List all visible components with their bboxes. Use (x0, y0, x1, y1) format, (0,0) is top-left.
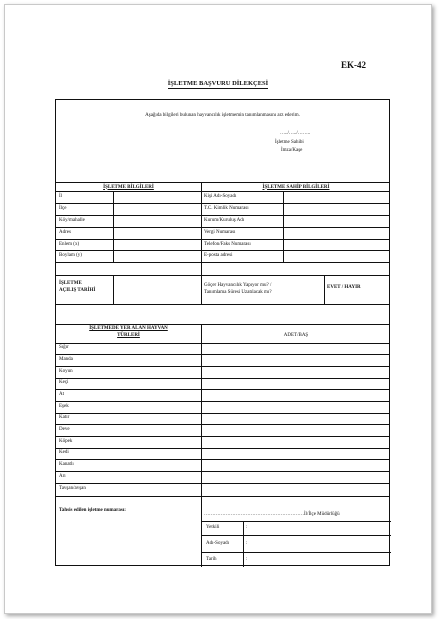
animal-type-sheep: Koyun (59, 369, 73, 374)
animal-type-rabbit: Tavşan/avşan (59, 486, 86, 491)
column-divider (201, 275, 202, 304)
separator (56, 304, 389, 305)
animal-type-donkey: Eşek (59, 404, 69, 409)
field-label-phone: Telefon/Faks Numarası (204, 242, 251, 247)
officer-colon: : (246, 525, 248, 530)
field-label-village: Köy/mahalle (59, 218, 85, 223)
table-row-line (56, 389, 389, 390)
column-divider (113, 191, 114, 263)
document-page (4, 4, 432, 614)
table-row-line (201, 552, 391, 553)
table-row-line (56, 378, 389, 379)
directorate-line: ……………………………………………………İl/İlçe Müdürlüğü (204, 512, 340, 517)
intro-text: Aşağıda bilgileri bulunan hayvancılık işletmemin tanımlanmasını arz ederim. (145, 113, 300, 118)
animal-type-cattle: Sığır (59, 345, 69, 350)
signature-label: İmza/Kaşe (281, 148, 303, 153)
table-row-line (56, 239, 389, 240)
separator (56, 191, 389, 192)
table-row-line (56, 203, 389, 204)
field-label-email: E-posta adresi (204, 253, 233, 258)
animal-type-camel: Deve (59, 427, 70, 432)
field-label-person-name: Kişi Adı-Soyadı (204, 194, 237, 199)
business-info-header: İŞLETME BİLGİLERİ (103, 184, 154, 190)
separator (56, 182, 389, 183)
table-row-line (56, 448, 389, 449)
form-code: EK-42 (341, 60, 367, 70)
table-row-line (56, 413, 389, 414)
field-label-latitude: Enlem (x) (59, 242, 80, 247)
application-form (55, 99, 390, 566)
table-row-line (56, 250, 389, 251)
field-label-institution: Kurum/Kuruluş Adı (204, 218, 245, 223)
animals-header-line2: TÜRLERİ (117, 333, 140, 338)
assigned-number-label: Tahsis edilen işletme numarası: (59, 508, 126, 513)
count-header: ADET/BAŞ (283, 333, 309, 338)
table-row-line (56, 227, 389, 228)
owner-label: İşletme Sahibi (275, 140, 304, 145)
table-row-line (56, 471, 389, 472)
table-row-line (56, 483, 389, 484)
animal-type-cat: Kedi (59, 450, 69, 455)
yes-no-option[interactable]: EVET / HAYIR (327, 285, 361, 290)
field-label-longitude: Boylam (y) (59, 253, 82, 258)
field-label-id-number: T.C. Kimlik Numarası (204, 206, 249, 211)
table-row-line (56, 401, 389, 402)
table-row-line (56, 366, 389, 367)
animal-type-goat: Keçi (59, 380, 69, 385)
nomadic-question-line2: Tanımlama Süresi Uzatılacak mı? (204, 290, 272, 295)
table-row-line (56, 354, 389, 355)
column-divider (243, 521, 244, 567)
owner-info-header: İŞLETME SAHİP BİLGİLERİ (262, 184, 330, 190)
column-divider (201, 182, 202, 275)
field-label-tax-number: Vergi Numarası (204, 230, 236, 235)
date-colon: : (246, 557, 248, 562)
animals-header-line1: İŞLETMEDE YER ALAN HAYVAN (89, 326, 168, 331)
animal-type-buffalo: Manda (59, 357, 73, 362)
officer-name-colon: : (246, 541, 248, 546)
table-row-line (56, 436, 389, 437)
column-divider (201, 496, 202, 567)
animal-type-dog: Köpek (59, 439, 73, 444)
date-line[interactable]: …../…../…….. (280, 131, 311, 136)
table-row-line (56, 459, 389, 460)
animal-type-bee: Arı (59, 474, 66, 479)
field-label-district: İlçe (59, 206, 67, 211)
table-header-line (56, 343, 389, 344)
animal-type-horse: At (59, 392, 64, 397)
animal-type-mule: Katır (59, 415, 70, 420)
opening-label-line2: AÇILIŞ TARİHİ (59, 288, 96, 293)
table-row-line (201, 521, 391, 522)
officer-name-label: Adı-Soyadı (206, 541, 230, 546)
separator (56, 324, 389, 325)
field-label-province: İl (59, 194, 63, 199)
column-divider (283, 191, 284, 263)
date-label: Tarih (206, 557, 217, 562)
column-divider (324, 275, 325, 304)
table-row-line (201, 535, 391, 536)
officer-label: Yetkili (206, 525, 220, 530)
table-row-line (56, 424, 389, 425)
form-title: İŞLETME BAŞVURU DİLEKÇESİ (167, 80, 269, 87)
opening-label-line1: İŞLETME (59, 281, 82, 286)
separator (56, 275, 389, 276)
column-divider (113, 275, 114, 304)
table-row-line (56, 262, 389, 263)
nomadic-question-line1: Göçer Hayvancılık Yapıyor mu? / (204, 283, 272, 288)
separator (56, 496, 389, 497)
field-label-address: Adres (59, 230, 71, 235)
animal-type-poultry: Kanatlı (59, 462, 74, 467)
table-row-line (56, 215, 389, 216)
